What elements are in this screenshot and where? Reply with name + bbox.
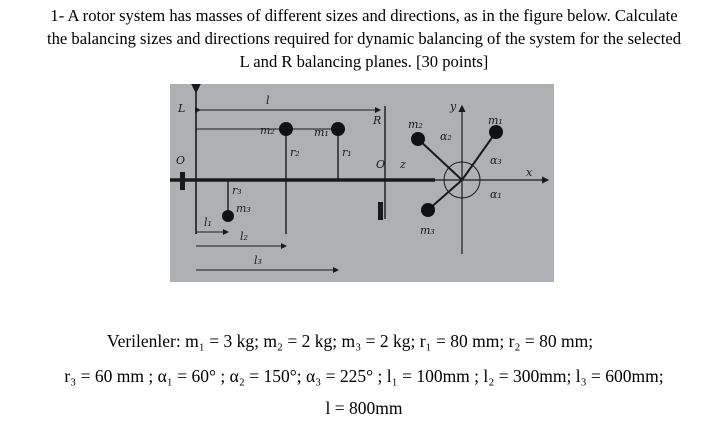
label-m3-side: m₃ — [236, 202, 251, 215]
label-r3: r₃ — [232, 184, 242, 197]
label-y: y — [450, 100, 457, 113]
question-line-1: 1- A rotor system has masses of different sizes and directions, as in the figure below. Calculate — [50, 6, 678, 25]
left-bearing — [180, 172, 185, 190]
label-r1: r₁ — [342, 146, 352, 159]
label-l2: l₂ — [240, 230, 248, 243]
givens-line-2: r₃ = 60 mm ; α₁ = 60° ; α₂ = 150°; α₃ = 225° ; l₁ = 100mm ; l₂ = 300mm; l₃ = 600mm; — [64, 366, 664, 386]
givens-line-3: l = 800mm — [325, 398, 403, 418]
label-m3-end: m₃ — [420, 224, 435, 237]
label-m1-side: m₁ — [314, 126, 329, 139]
label-a3: α₃ — [490, 154, 502, 167]
mass-m3-side — [222, 210, 234, 222]
right-bearing — [378, 202, 383, 220]
label-O-left: O — [176, 154, 186, 167]
label-x: x — [526, 166, 533, 179]
label-l1: l₁ — [204, 216, 212, 229]
label-m1-end: m₁ — [488, 114, 503, 127]
question-line-3: L and R balancing planes. [30 points] — [239, 52, 489, 71]
mass-m1-side — [331, 122, 345, 136]
label-l: l — [266, 94, 270, 107]
label-m2-side: m₂ — [260, 124, 275, 137]
mass-m1-end — [489, 125, 503, 139]
mass-m2-end — [411, 132, 425, 146]
label-R: R — [373, 114, 382, 127]
label-a2: α₂ — [440, 130, 452, 143]
mass-m2-side — [279, 122, 293, 136]
label-r2: r₂ — [290, 146, 300, 159]
label-z: z — [400, 158, 406, 171]
label-l3: l₃ — [254, 254, 262, 267]
question-line-2: the balancing sizes and directions required for dynamic balancing of the system for the selected — [46, 29, 682, 48]
question-text — [0, 4, 728, 73]
givens-line-1: Verilenler: m₁ = 3 kg; m₂ = 2 kg; m₃ = 2 kg; r₁ = 80 mm; r₂ = 80 mm; — [106, 331, 594, 351]
label-m2-end: m₂ — [408, 118, 423, 131]
label-L: L — [178, 102, 186, 115]
mass-m3-end — [421, 203, 435, 217]
label-O-right: O — [376, 158, 386, 171]
rotor-figure — [170, 84, 554, 282]
label-a1: α₁ — [490, 188, 502, 201]
